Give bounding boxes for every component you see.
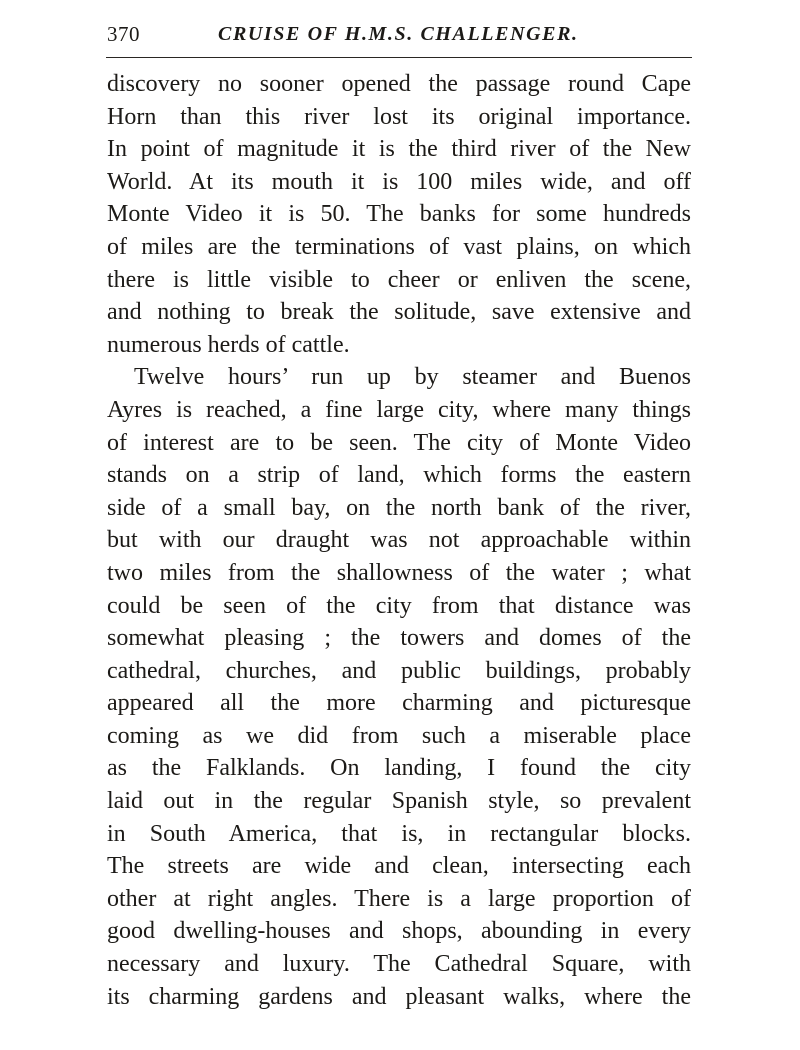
text-line: cathedral, churches, and public buildings, probably [107, 657, 691, 684]
text-line: as the Falklands. On landing, I found the city [107, 755, 691, 782]
text-line: The streets are wide and clean, intersecting each [107, 853, 691, 880]
text-line: Monte Video it is 50. The banks for some hundreds [107, 201, 691, 228]
body-text [107, 68, 691, 1013]
text-line: its charming gardens and pleasant walks, where the [107, 983, 691, 1010]
paragraph-start-line: Twelve hours’ run up by steamer and Buenos [134, 364, 691, 391]
text-line: appeared all the more charming and picturesque [107, 690, 691, 717]
text-line: necessary and luxury. The Cathedral Square, with [107, 951, 691, 978]
text-line: World. At its mouth it is 100 miles wide, and off [107, 168, 691, 195]
text-line: Horn than this river lost its original importance. [107, 103, 691, 130]
page-number: 370 [107, 22, 140, 46]
page-header [106, 20, 692, 52]
running-title: CRUISE OF H.M.S. CHALLENGER. [218, 23, 579, 45]
text-line: and nothing to break the solitude, save extensive and [107, 299, 691, 326]
text-line: other at right angles. There is a large proportion of [107, 885, 691, 912]
text-line: of miles are the terminations of vast plains, on which [107, 233, 691, 260]
text-line: Ayres is reached, a fine large city, where many things [107, 396, 691, 423]
text-line: there is little visible to cheer or enliven the scene, [107, 266, 691, 293]
text-line: good dwelling-houses and shops, abounding in every [107, 918, 691, 945]
text-line: but with our draught was not approachable within [107, 527, 691, 554]
header-rule [106, 57, 692, 58]
text-line: side of a small bay, on the north bank of the river, [107, 494, 691, 521]
paragraph-end-line: numerous herds of cattle. [107, 331, 350, 358]
text-line: of interest are to be seen. The city of Monte Video [107, 429, 691, 456]
text-line: laid out in the regular Spanish style, so prevalent [107, 788, 691, 815]
text-line: In point of magnitude it is the third river of the New [107, 136, 691, 163]
text-line: two miles from the shallowness of the water ; what [107, 559, 691, 586]
text-line: discovery no sooner opened the passage round Cape [107, 71, 691, 97]
text-line: in South America, that is, in rectangular blocks. [107, 820, 691, 847]
text-line: stands on a strip of land, which forms the eastern [107, 462, 691, 489]
text-line: could be seen of the city from that distance was [107, 592, 691, 619]
text-line: somewhat pleasing ; the towers and domes of the [107, 625, 691, 652]
text-line: coming as we did from such a miserable place [107, 722, 691, 749]
